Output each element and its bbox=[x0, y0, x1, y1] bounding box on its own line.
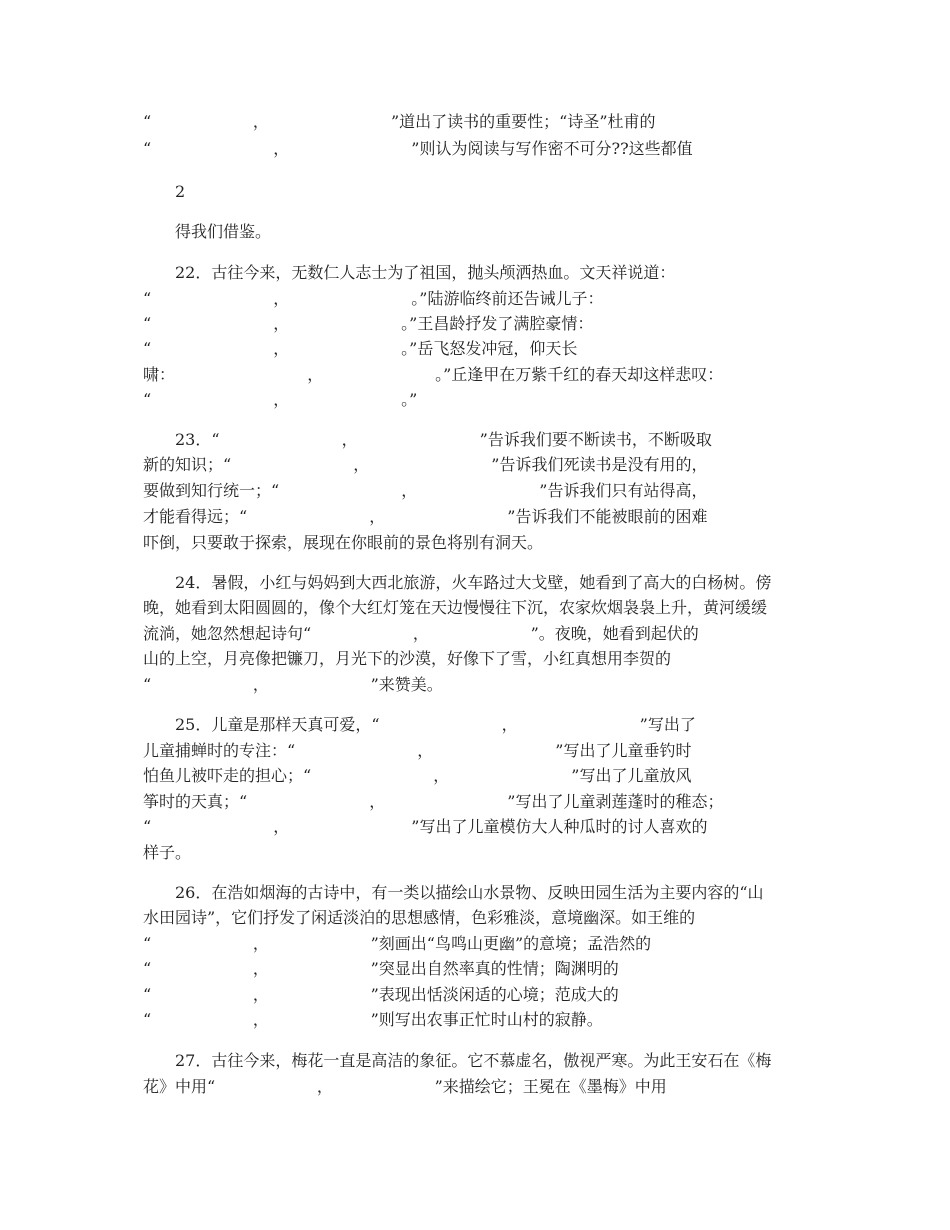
question-25-line: 25．儿童是那样天真可爱，“ ， ”写出了 bbox=[175, 715, 696, 734]
text-line: 水田园诗”，它们抒发了闲适淡泊的思想感情，色彩雅淡，意境幽深。如王维的 bbox=[143, 908, 696, 927]
text-line: 筝时的天真；“ ， ”写出了儿童剥莲蓬时的稚态； bbox=[143, 792, 724, 811]
text-line: 流淌，她忽然想起诗句“ ， ”。夜晚，她看到起伏的 bbox=[143, 624, 699, 643]
text-line: “ ， ”表现出恬淡闲适的心境；范成大的 bbox=[143, 985, 619, 1004]
text-line: 晚，她看到太阳圆圆的，像个大红灯笼在天边慢慢往下沉，农家炊烟袅袅上升，黄河缓缓 bbox=[143, 598, 768, 617]
text-line: 啸： ， 。”丘逢甲在万紫千红的春天却这样悲叹： bbox=[143, 365, 724, 384]
text-line: “ ， 。”陆游临终前还告诫儿子： bbox=[143, 289, 604, 308]
question-26-line: 26．在浩如烟海的古诗中，有一类以描绘山水景物、反映田园生活为主要内容的“山 bbox=[175, 883, 764, 902]
text-line: 山的上空，月亮像把镰刀，月光下的沙漠，好像下了雪，小红真想用李贺的 bbox=[143, 649, 672, 668]
text-line: “ ， ”突显出自然率真的性情；陶渊明的 bbox=[143, 959, 619, 978]
text-line: “ ， 。”王昌龄抒发了满腔豪情： bbox=[143, 314, 594, 333]
question-27-line: 27．古往今来，梅花一直是高洁的象征。它不慕虚名，傲视严寒。为此王安石在《梅 bbox=[175, 1051, 772, 1070]
text-line: 样子。 bbox=[143, 843, 192, 862]
text-line: 才能看得远；“ ， ”告诉我们不能被眼前的困难 bbox=[143, 507, 708, 526]
text-line: 得我们借鉴。 bbox=[175, 222, 272, 241]
text-line: 要做到知行统一；“ ， ”告诉我们只有站得高， bbox=[143, 481, 708, 500]
text-line: “ ， ”刻画出“鸟鸣山更幽”的意境；孟浩然的 bbox=[143, 934, 652, 953]
text-line: “ ， ”则认为阅读与写作密不可分??这些都值 bbox=[143, 139, 693, 158]
text-line: “ ， ”道出了读书的重要性；“诗圣”杜甫的 bbox=[143, 112, 656, 131]
text-line: 怕鱼儿被吓走的担心；“ ， ”写出了儿童放风 bbox=[143, 766, 692, 785]
question-22-line: 22．古往今来，无数仁人志士为了祖国，抛头颅洒热血。文天祥说道： bbox=[175, 263, 676, 282]
question-24-line: 24．暑假，小红与妈妈到大西北旅游，火车路过大戈壁，她看到了高大的白杨树。傍 bbox=[175, 573, 772, 592]
question-23-line: 23．“ ， ”告诉我们要不断读书，不断吸取 bbox=[175, 430, 712, 449]
text-line: 新的知识；“ ， ”告诉我们死读书是没有用的， bbox=[143, 455, 708, 474]
text-line: “ ， ”来赞美。 bbox=[143, 675, 443, 694]
text-line: “ ， 。”岳飞怒发冲冠，仰天长 bbox=[143, 339, 578, 358]
text-line: 花》中用“ ， ”来描绘它；王冕在《墨梅》中用 bbox=[143, 1077, 667, 1096]
text-line: “ ， ”则写出农事正忙时山村的寂静。 bbox=[143, 1010, 603, 1029]
text-line: 吓倒，只要敢于探索，展现在你眼前的景色将别有洞天。 bbox=[143, 533, 544, 552]
text-line: “ ， 。” bbox=[143, 390, 418, 409]
page-number: 2 bbox=[175, 182, 186, 201]
text-line: “ ， ”写出了儿童模仿大人种瓜时的讨人喜欢的 bbox=[143, 817, 708, 836]
text-line: 儿童捕蝉时的专注：“ ， ”写出了儿童垂钓时 bbox=[143, 741, 692, 760]
